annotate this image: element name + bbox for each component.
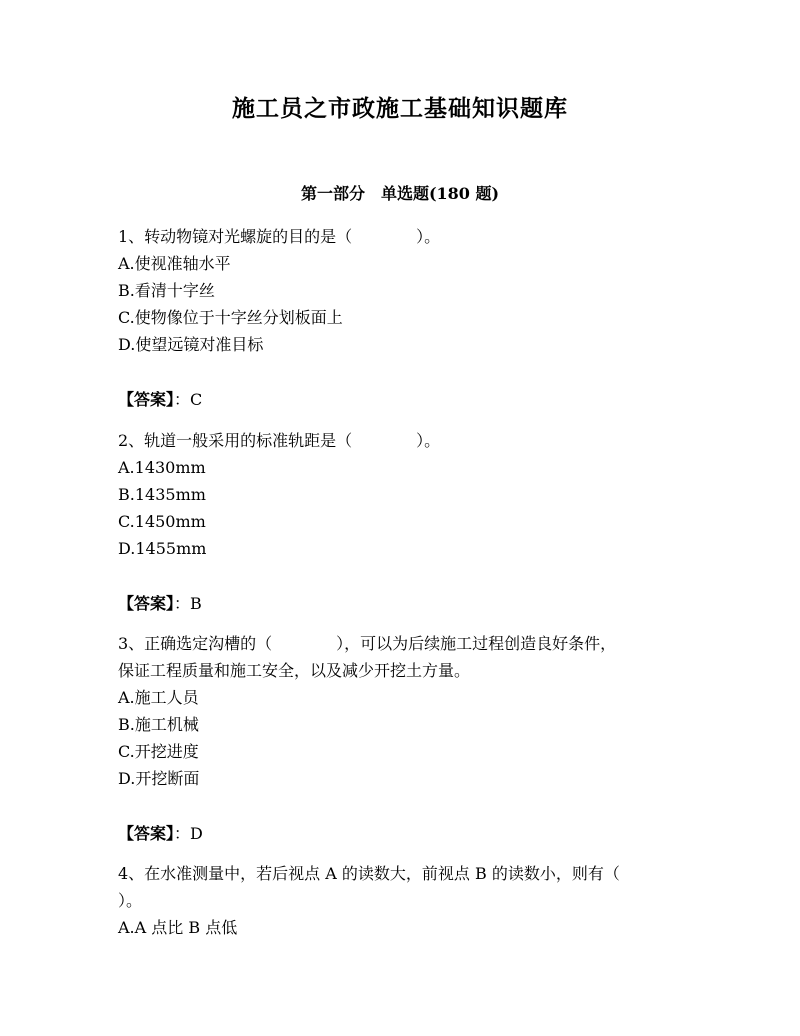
answer-label: 【答案】 <box>118 594 175 613</box>
question-3-option-c: C.开挖进度 <box>118 742 199 761</box>
question-1-option-c: C.使物像位于十字丝分划板面上 <box>118 308 343 327</box>
question-2-answer <box>118 592 202 616</box>
answer-value: B <box>190 594 202 613</box>
answer-separator: ： <box>174 390 191 409</box>
question-4-option-a: A.A 点比 B 点低 <box>118 918 238 937</box>
question-1-option-d: D.使望远镜对准目标 <box>118 335 264 354</box>
question-2-option-d: D.1455mm <box>118 539 207 558</box>
question-4-stem-line-2: ）。 <box>118 891 143 910</box>
question-3-answer <box>118 822 203 846</box>
answer-value: C <box>190 390 203 409</box>
question-1-option-a: A.使视准轴水平 <box>118 254 231 273</box>
section-heading: 第一部分 单选题(180 题) <box>300 184 500 203</box>
question-3-stem-line-1: 3、正确选定沟槽的（ ），可以为后续施工过程创造良好条件， <box>118 634 617 653</box>
question-1-stem: 1、转动物镜对光螺旋的目的是（ ）。 <box>118 227 441 246</box>
answer-label: 【答案】 <box>118 824 175 843</box>
question-3-option-b: B.施工机械 <box>118 715 199 734</box>
question-1-option-b: B.看清十字丝 <box>118 281 215 300</box>
answer-separator: ： <box>174 824 191 843</box>
answer-separator: ： <box>174 594 191 613</box>
question-4-stem-line-1: 4、在水准测量中，若后视点 A 的读数大，前视点 B 的读数小，则有（ <box>118 864 620 883</box>
question-3-stem-line-2: 保证工程质量和施工安全，以及减少开挖土方量。 <box>118 661 471 680</box>
question-2-option-c: C.1450mm <box>118 512 206 531</box>
document-title: 施工员之市政施工基础知识题库 <box>232 95 568 122</box>
question-3-option-d: D.开挖断面 <box>118 769 200 788</box>
answer-label: 【答案】 <box>118 390 175 409</box>
question-2-stem: 2、轨道一般采用的标准轨距是（ ）。 <box>118 431 441 450</box>
question-2-option-b: B.1435mm <box>118 485 206 504</box>
question-1-answer <box>118 388 202 412</box>
answer-value: D <box>190 824 203 843</box>
question-2-option-a: A.1430mm <box>118 458 206 477</box>
question-3-option-a: A.施工人员 <box>118 688 199 707</box>
